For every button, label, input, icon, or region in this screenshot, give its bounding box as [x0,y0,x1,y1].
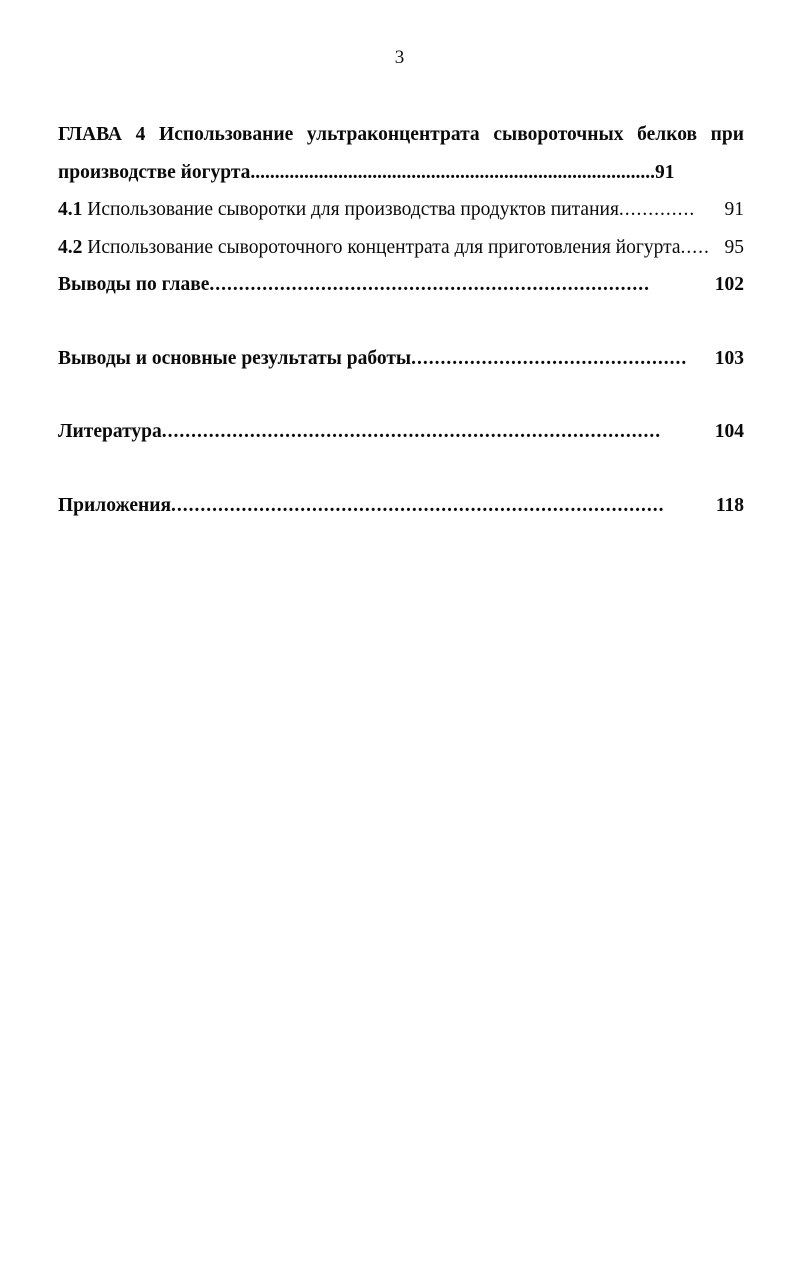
toc-chapter-4-line1: ГЛАВА 4 Использование ультраконцентрата сывороточных белков при [58,124,744,145]
toc-entry-section-4-1[interactable] [58,191,744,229]
toc-chapter-conclusions-leader: ........................................................................... [209,274,651,295]
toc-section-4-2-title-group [58,229,681,267]
toc-entry-references[interactable] [58,413,744,451]
toc-references-title: Литература [58,421,162,442]
toc-general-conclusions-leader: ............................................... [411,347,688,369]
toc-chapter-conclusions-pagenumber: 102 [714,274,744,295]
toc-general-conclusions-title: Выводы и основные результаты работы [58,347,412,369]
toc-appendices-pagenumber: 118 [715,494,744,516]
toc-section-4-2-title: Использование сывороточного концентрата для приготовления йогурта [87,236,681,258]
toc-section-4-2-leader: ..... [680,236,710,258]
toc-entry-chapter-conclusions[interactable] [58,266,744,304]
toc-general-conclusions-pagenumber: 103 [714,347,744,369]
toc-chapter-4-leader-b: ................. [572,161,656,183]
page-number-folio: 3 [394,47,405,68]
toc-section-4-1-leader: ............. [618,199,696,220]
toc-section-4-2-number: 4.2 [58,236,83,258]
toc-chapter-4-line2 [58,154,744,192]
table-of-contents [58,116,744,524]
toc-references-leader: ..................................................................................... [161,421,662,442]
toc-appendices-title: Приложения [58,494,172,516]
toc-section-4-1-title: Использование сыворотки для производства продуктов питания [87,199,619,220]
toc-section-4-1-title-group [58,191,619,229]
toc-section-4-2-pagenumber: 95 [724,236,744,258]
toc-chapter-4-title-cont: производстве йогурта [58,161,251,183]
toc-chapter-conclusions-title: Выводы по главе [58,274,210,295]
toc-chapter-4-pagenumber: 91 [655,161,675,183]
toc-entry-general-conclusions[interactable] [58,340,744,378]
toc-appendices-leader: .................................................................................... [171,494,665,516]
toc-references-pagenumber: 104 [714,421,744,442]
toc-entry-appendices[interactable] [58,487,744,525]
toc-entry-section-4-2[interactable] [58,229,744,267]
toc-chapter-4-leader-a: .................................................................. [250,161,573,183]
toc-section-4-1-pagenumber: 91 [724,199,744,220]
toc-entry-chapter-4[interactable] [58,116,744,191]
toc-section-4-1-number: 4.1 [58,199,83,220]
